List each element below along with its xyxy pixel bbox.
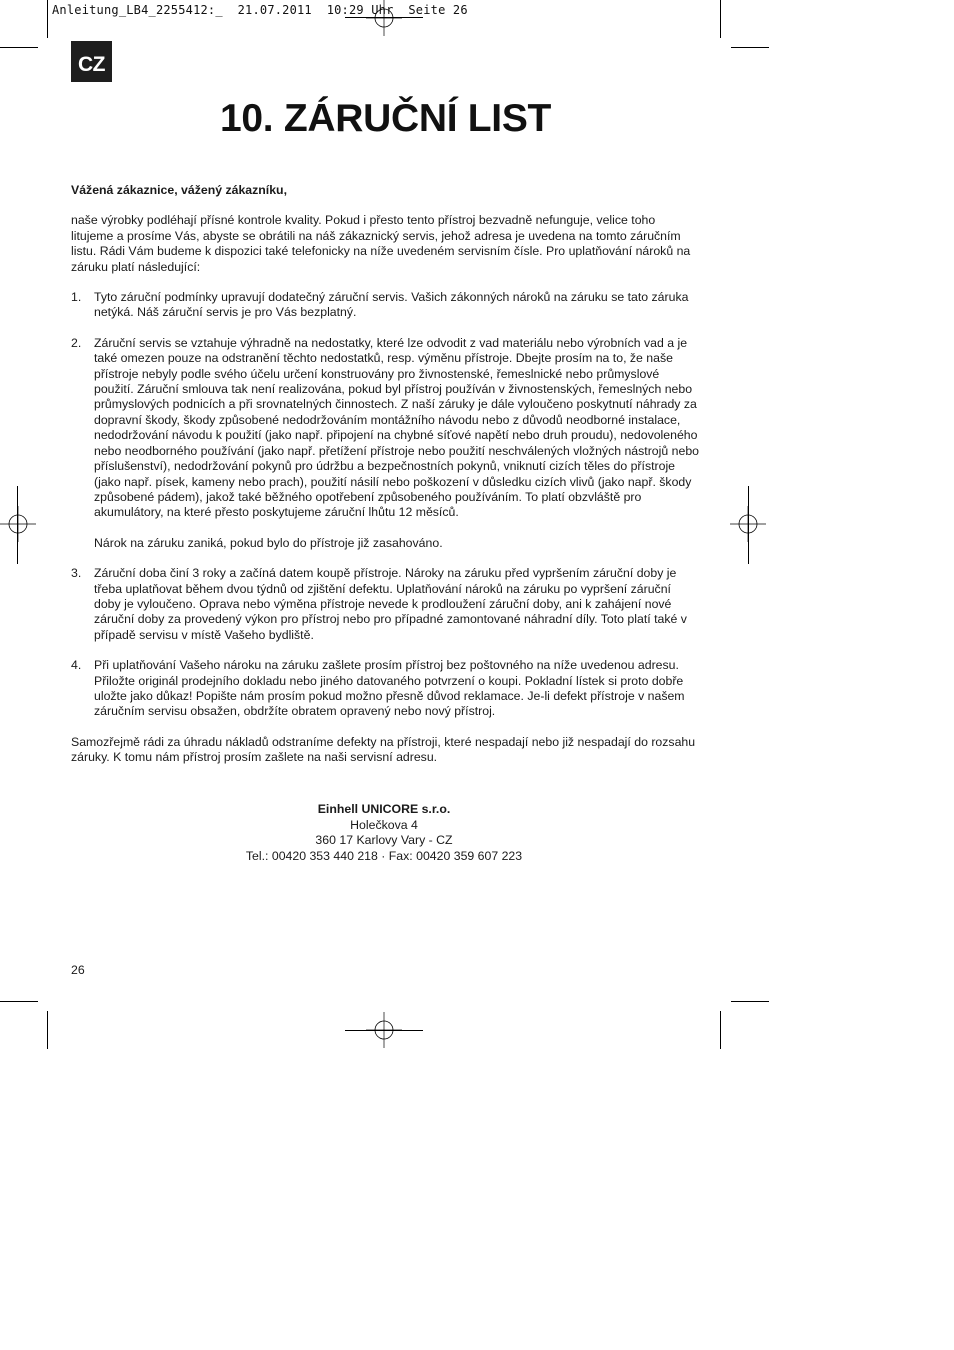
intro-paragraph: naše výrobky podléhají přísné kontrole kvality. Pokud i přesto tento přístroj bezvadně nefunguje, velice toho litujeme a prosíme Vás, abyste se obrátili na náš zákaznický servis, jehož adresa je uvedena na tomto záručním listu. Rádi Vám budeme k dispozici také telefonicky na níže uvedeném servisním čísle. Pro uplatňování nároků na záruku platí následující:	[71, 213, 691, 274]
page-number: 26	[71, 963, 85, 977]
company-name: Einhell UNICORE s.r.o.	[317, 802, 451, 816]
crop-mark-top-left-vertical	[47, 0, 48, 38]
list-item-number: 3.	[71, 566, 82, 581]
crop-mark-bottom-left-horizontal	[0, 1001, 38, 1002]
registration-line-left	[17, 486, 18, 564]
page-title: 10. ZÁRUČNÍ LIST	[220, 97, 552, 140]
list-item-number: 2.	[71, 335, 82, 350]
address-city: 360 17 Karlovy Vary - CZ	[315, 833, 453, 848]
list-item	[71, 290, 699, 321]
address-street: Holečkova 4	[350, 817, 418, 832]
list-item	[71, 566, 699, 643]
service-address	[200, 802, 568, 864]
conditions-list	[71, 290, 699, 720]
list-item-text: Při uplatňování Vašeho nároku na záruku zašlete prosím přístroj bez poštovného na níže uvedenou adresu. Přiložte originál prodejního dokladu nebo jiného datovaného potvrzení o koupi. Pokladní lístek si proto dobře uložte jako důkaz! Popište nám prosím pokud možno přesně důvod reklamace. Je-li defekt přístroje v našem záručním servisu obsažen, obdržíte obratem opravený nebo nový přístroj.	[94, 658, 685, 719]
crop-mark-bottom-left-vertical	[47, 1011, 48, 1049]
registration-line-top	[345, 17, 423, 18]
greeting: Vážená zákaznice, vážený zákazníku,	[71, 183, 287, 197]
list-item-number: 1.	[71, 290, 82, 305]
crop-mark-bottom-right-horizontal	[731, 1001, 769, 1002]
list-item	[71, 336, 699, 551]
crop-mark-top-right-horizontal	[731, 47, 769, 48]
closing-paragraph: Samozřejmě rádi za úhradu nákladů odstraníme defekty na přístroji, které nespadají nebo již nespadají do rozsahu záruky. K tomu nám přístroj prosím zašlete na naši servisní adresu.	[71, 734, 696, 765]
address-contact: Tel.: 00420 353 440 218 · Fax: 00420 359 607 223	[245, 848, 523, 863]
registration-line-right	[748, 486, 749, 564]
list-item	[71, 658, 699, 720]
registration-line-bottom	[345, 1030, 423, 1031]
crop-mark-top-left-horizontal	[0, 47, 38, 48]
list-item-text: Záruční servis se vztahuje výhradně na nedostatky, které lze odvodit z vad materiálu nebo výrobních vad a je také omezen pouze na odstranění těchto nedostatků, resp. výměnu přístroje. Dbejte prosím na to, že naše přístroje nebyly podle svého účelu určení konstruovány pro živnostenské, řemeslnické nebo průmyslové použití. Záruční smlouva tak není realizována, pokud byl přístroj používán v živnostenských, řemeslných nebo průmyslových podnicích a při srovnatelných činnostech. Z naší záruky je dále vyloučeno poskytnutí náhrady za dopravní škody, škody způsobené nedodržováním montážního návodu nebo z důvodů neodborné instalace, nedodržování návodu k použití (jako např. připojení na chybné síťové napětí nebo druh proudu), nedovoleného nebo neodborného používání (jako např. přetížení přístroje nebo použití neschválených vložných nástrojů nebo příslušenství), nedodržování pokynů pro údržbu a bezpečnostních pokynů, vniknutí cizích těles do přístroje (jako např. písek, kameny nebo prach), použití násilí nebo poškození v důsledku cizích vlivů (jako např. škody způsobené pádem), jakož také běžného opotřebení způsobeného používáním. To platí obzvláště pro akumulátory, na které přesto poskytujeme záruční lhůtu 12 měsíců.	[94, 335, 699, 520]
print-slug: Anleitung_LB4_2255412:_ 21.07.2011 10:29 Uhr Seite 26	[52, 3, 468, 17]
language-badge: CZ	[71, 41, 112, 82]
list-item-text: Záruční doba činí 3 roky a začíná datem koupě přístroje. Nároky na záruku před vypršením záruční doby je třeba uplatňovat během dvou týdnů od zjištění defektu. Uplatňování nároků na záruku po vypršení záruční doby je vyloučeno. Oprava nebo výměna přístroje nevede k prodloužení záruční doby, ani k zahájení nové záruční doby za provedený výkon pro přístroj nebo pro případné zamontované náhradní díly. Toto platí také v případě servisu v místě Vašeho bydliště.	[94, 566, 687, 642]
list-item-number: 4.	[71, 658, 82, 673]
list-item-note: Nárok na záruku zaniká, pokud bylo do přístroje již zasahováno.	[94, 535, 443, 550]
list-item-text: Tyto záruční podmínky upravují dodatečný záruční servis. Vašich zákonných nároků na záruku se tato záruka netýká. Náš záruční servis je pro Vás bezplatný.	[94, 290, 689, 320]
crop-mark-bottom-right-vertical	[720, 1011, 721, 1049]
warranty-text	[71, 183, 699, 781]
registration-mark-top-icon	[366, 0, 402, 36]
registration-mark-left-icon	[0, 506, 36, 542]
crop-mark-top-right-vertical	[720, 0, 721, 38]
